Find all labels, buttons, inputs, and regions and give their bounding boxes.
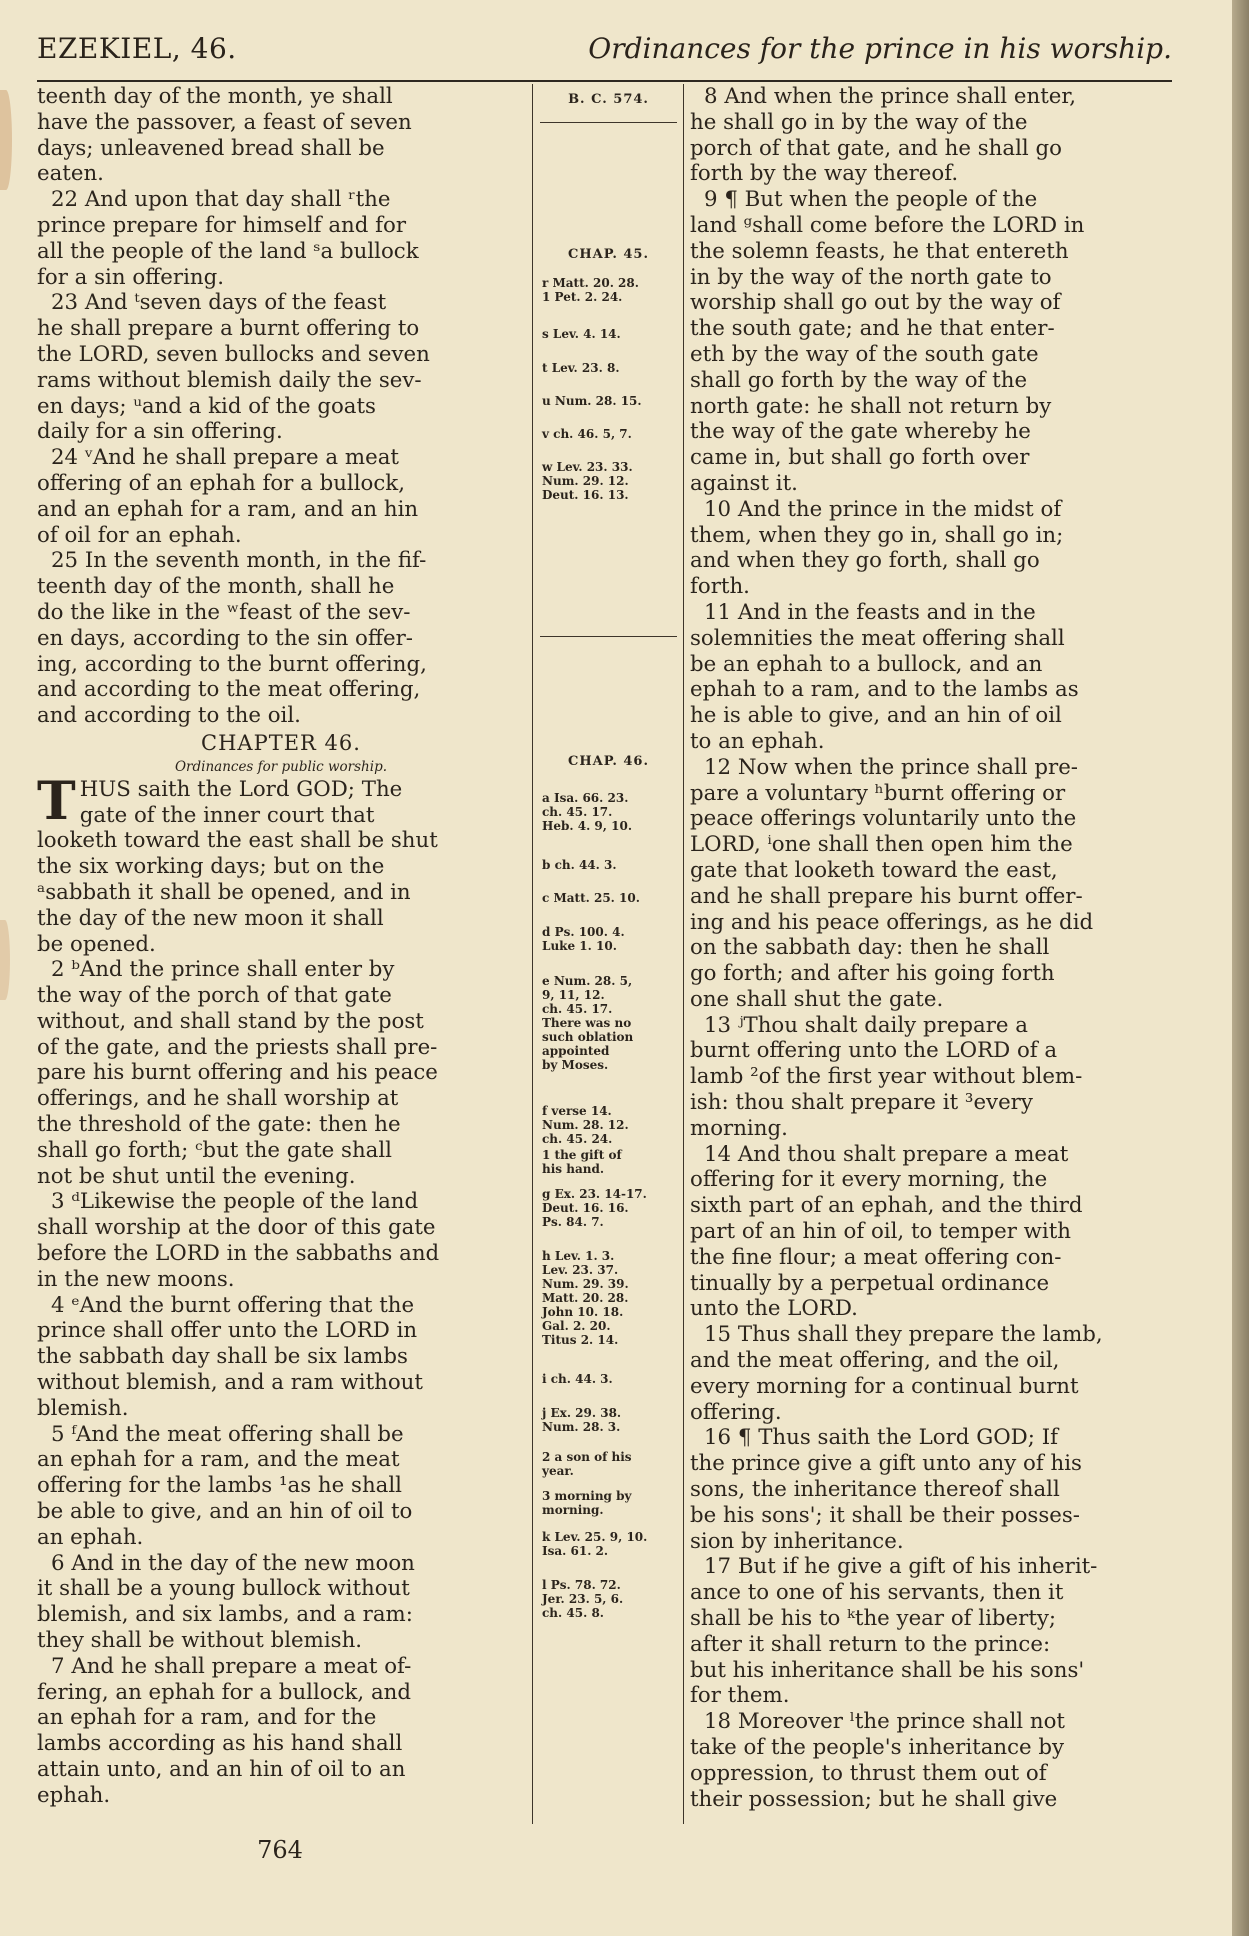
text-line: and according to the oil. (37, 703, 301, 729)
text-line: part of an hin of oil, to temper with (690, 1219, 1071, 1245)
cross-reference-line: Titus 2. 14. (542, 1333, 619, 1347)
cross-reference-line: ch. 45. 24. (542, 1132, 613, 1146)
text-line: shall go forth by the way of the (690, 367, 1028, 393)
cross-reference-line: Deut. 16. 13. (542, 488, 629, 502)
cross-reference-note (542, 1530, 678, 1558)
text-line: without, and shall stand by the post (37, 1008, 424, 1034)
text-line: shall be his to ᵏthe year of liberty; (690, 1606, 1057, 1632)
text-line: rams without blemish daily the sev- (37, 367, 422, 393)
text-line: 17 But if he give a gift of his inherit- (704, 1554, 1098, 1580)
text-line: and he shall prepare his burnt offer- (690, 883, 1083, 909)
cross-reference-line: d Ps. 100. 4. (542, 925, 625, 939)
text-line: solemnities the meat offering shall (690, 625, 1065, 651)
text-line: ephah to a ram, and to the lambs as (690, 677, 1079, 703)
cross-reference-note (542, 1249, 678, 1347)
text-line: lambs according as his hand shall (37, 1731, 403, 1757)
cross-reference-line: j Ex. 29. 38. (542, 1406, 622, 1420)
page-edge (1232, 0, 1249, 1936)
cross-reference-line: h Lev. 1. 3. (542, 1249, 615, 1263)
text-line: he shall go in by the way of the (690, 109, 1028, 135)
cross-reference-note (542, 394, 678, 408)
text-line: be opened. (37, 931, 156, 957)
cross-reference-line: morning. (542, 1503, 604, 1517)
ref-chapter-heading: CHAP. 45. (567, 247, 649, 262)
text-line: pare a voluntary ʰburnt offering or (690, 780, 1066, 806)
cross-reference-line: b ch. 44. 3. (542, 858, 617, 872)
cross-reference-line: 2 a son of his (542, 1450, 632, 1464)
cross-reference-line: l Ps. 78. 72. (542, 1578, 621, 1592)
text-line: it shall be a young bullock without (37, 1576, 410, 1602)
text-line: blemish, and six lambs, and a ram: (37, 1602, 413, 1628)
chapter-subheading: Ordinances for public worship. (174, 758, 388, 775)
text-line: prince prepare for himself and for (37, 212, 407, 238)
text-line: land ᵍshall come before the LORD in (690, 212, 1085, 238)
text-line: 7 And he shall prepare a meat of- (51, 1653, 412, 1679)
text-line: 13 ʲThou shalt daily prepare a (704, 1012, 1028, 1038)
cross-reference-note (542, 891, 678, 905)
cross-reference-line: v ch. 46. 5, 7. (542, 427, 632, 441)
text-line: the prince give a gift unto any of his (690, 1451, 1082, 1477)
section-title: Ordinances for the prince in his worship. (588, 32, 1172, 65)
text-line: offering. (690, 1399, 782, 1425)
left-text-column (37, 84, 525, 1809)
cross-reference-line: k Lev. 25. 9, 10. (542, 1530, 648, 1544)
cross-reference-line: Luke 1. 10. (542, 939, 617, 953)
cross-reference-note (542, 858, 678, 872)
cross-reference-line: Num. 29. 12. (542, 474, 629, 488)
cross-reference-note (542, 427, 678, 441)
cross-reference-line: Lev. 23. 37. (542, 1263, 619, 1277)
cross-reference-line: Num. 29. 39. (542, 1277, 629, 1291)
text-line: he is able to give, and an hin of oil (690, 703, 1062, 729)
cross-reference-note (542, 327, 678, 341)
text-line: he shall prepare a burnt offering to (37, 316, 420, 342)
text-line: the LORD, seven bullocks and seven (37, 341, 430, 367)
cross-reference-line: appointed (542, 1044, 610, 1058)
text-line: in by the way of the north gate to (690, 264, 1052, 290)
text-line: for them. (690, 1683, 790, 1709)
text-line: 23 And ᵗseven days of the feast (51, 290, 387, 316)
cross-reference-note (542, 361, 678, 375)
text-line: LORD, ⁱone shall then open him the (690, 832, 1073, 858)
text-line: on the sabbath day: then he shall (690, 935, 1050, 961)
cross-reference-line: g Ex. 23. 14-17. (542, 1187, 647, 1201)
text-line: and the meat offering, and the oil, (690, 1348, 1060, 1374)
text-line: an ephah. (37, 1524, 144, 1550)
text-line: 24 ᵛAnd he shall prepare a meat (51, 445, 399, 471)
page-number: 764 (257, 1836, 303, 1864)
text-line: blemish. (37, 1395, 129, 1421)
header-rule (37, 80, 1172, 82)
text-line: 5 ᶠAnd the meat offering shall be (51, 1421, 404, 1447)
cross-reference-note (542, 460, 678, 502)
cross-reference-line: f verse 14. (542, 1104, 612, 1118)
text-line: north gate: he shall not return by (690, 393, 1052, 419)
cross-reference-line: Jer. 23. 5, 6. (542, 1592, 624, 1606)
drop-cap: T (37, 770, 76, 832)
cross-reference-note (542, 276, 678, 304)
date-label: B. C. 574. (568, 92, 649, 107)
text-line: 12 Now when the prince shall pre- (704, 754, 1078, 780)
text-line: ᵃsabbath it shall be opened, and in (37, 879, 411, 905)
text-line: the way of the porch of that gate (37, 983, 392, 1009)
text-line: 3 ᵈLikewise the people of the land (51, 1189, 419, 1215)
page-stain (0, 920, 10, 1000)
running-header (37, 30, 1172, 76)
text-line: of oil for an ephah. (37, 522, 242, 548)
cross-reference-note (542, 1372, 678, 1386)
text-line: the sabbath day shall be six lambs (37, 1344, 408, 1370)
text-line: take of the people's inheritance by (690, 1735, 1065, 1760)
text-line: to an ephah. (690, 728, 825, 754)
text-line: 25 In the seventh month, in the fif- (51, 548, 427, 574)
cross-reference-line: such oblation (542, 1030, 634, 1044)
cross-reference-line: ch. 45. 17. (542, 1002, 613, 1016)
cross-reference-line: year. (542, 1464, 574, 1478)
text-line: teenth day of the month, shall he (37, 574, 395, 600)
text-line: 4 ᵉAnd the burnt offering that the (51, 1292, 415, 1318)
text-line: an ephah for a ram, and for the (37, 1705, 377, 1731)
page-stain (0, 90, 12, 190)
text-line: ephah. (37, 1782, 111, 1808)
text-line: them, when they go in, shall go in; (690, 522, 1064, 548)
text-line: burnt offering unto the LORD of a (690, 1038, 1058, 1064)
text-line: they shall be without blemish. (37, 1628, 363, 1654)
text-line: and when they go forth, shall go (690, 548, 1040, 574)
text-line: against it. (690, 470, 798, 496)
text-line: the south gate; and he that enter- (690, 316, 1055, 342)
text-line: fering, an ephah for a bullock, and (37, 1679, 412, 1705)
cross-reference-note (542, 1450, 678, 1478)
text-line: offering of an ephah for a bullock, (37, 470, 405, 496)
reference-rule (540, 636, 677, 637)
text-line: pare his burnt offering and his peace (37, 1060, 438, 1086)
text-line: offering for it every morning, the (690, 1167, 1048, 1193)
text-line: do the like in the ʷfeast of the sev- (37, 599, 411, 625)
text-line: 16 ¶ Thus saith the Lord GOD; If (704, 1425, 1058, 1451)
text-line: offerings, and he shall worship at (37, 1086, 399, 1112)
text-line: every morning for a continual burnt (690, 1373, 1079, 1399)
cross-reference-note (542, 925, 678, 953)
cross-reference-line: Gal. 2. 20. (542, 1319, 611, 1333)
right-text-column (690, 84, 1172, 1812)
cross-reference-line: 3 morning by (542, 1489, 632, 1503)
cross-reference-note (542, 1104, 678, 1146)
book-chapter-label: EZEKIEL, 46. (37, 32, 237, 65)
text-line: for a sin offering. (37, 264, 225, 290)
text-line: 8 And when the prince shall enter, (704, 84, 1076, 109)
cross-reference-note (542, 791, 678, 833)
cross-reference-line: Deut. 16. 16. (542, 1201, 629, 1215)
text-line: their possession; but he shall give (690, 1786, 1058, 1812)
cross-reference-line: There was no (542, 1016, 632, 1030)
text-line: 14 And thou shalt prepare a meat (704, 1141, 1069, 1167)
text-line: eth by the way of the south gate (690, 341, 1039, 367)
cross-reference-note (542, 974, 678, 1072)
cross-reference-note (542, 1148, 678, 1176)
cross-reference-line: 9, 11, 12. (542, 988, 605, 1002)
cross-reference-line: t Lev. 23. 8. (542, 361, 620, 375)
text-line: sixth part of an ephah, and the third (690, 1193, 1083, 1219)
text-line: 9 ¶ But when the people of the (704, 187, 1038, 213)
cross-reference-line: his hand. (542, 1162, 605, 1176)
text-line: and according to the meat offering, (37, 677, 421, 703)
text-line: 22 And upon that day shall ʳthe (51, 187, 391, 213)
text-line: be an ephah to a bullock, and an (690, 651, 1043, 677)
text-line: porch of that gate, and he shall go (690, 135, 1062, 161)
text-line: teenth day of the month, ye shall (37, 84, 393, 109)
text-line: gate that looketh toward the east, (690, 857, 1058, 883)
text-line: came in, but shall go forth over (690, 445, 1030, 471)
text-line: HUS saith the Lord GOD; The (79, 776, 403, 802)
cross-reference-note (542, 1489, 678, 1517)
text-line: and an ephah for a ram, and an hin (37, 496, 419, 522)
cross-reference-line: 1 Pet. 2. 24. (542, 290, 623, 304)
text-line: looketh toward the east shall be shut (37, 828, 438, 854)
cross-reference-note (542, 1187, 678, 1229)
chapter-heading: CHAPTER 46. (201, 730, 361, 755)
text-line: attain unto, and an hin of oil to an (37, 1757, 406, 1782)
text-line: shall worship at the door of this gate (37, 1215, 436, 1241)
column-divider (683, 84, 684, 1824)
text-line: eaten. (37, 161, 104, 187)
ref-chapter-heading: CHAP. 46. (567, 754, 649, 769)
text-line: after it shall return to the prince: (690, 1631, 1051, 1657)
text-line: en days; ᵘand a kid of the goats (37, 393, 376, 419)
text-line: ing, according to the burnt offering, (37, 651, 427, 677)
text-line: offering for the lambs ¹as he shall (37, 1473, 402, 1499)
cross-reference-note (542, 1406, 678, 1434)
cross-reference-line: u Num. 28. 15. (542, 394, 642, 408)
text-line: morning. (690, 1115, 788, 1141)
text-line: oppression, to thrust them out of (690, 1760, 1047, 1786)
cross-reference-line: s Lev. 4. 14. (542, 327, 621, 341)
text-line: worship shall go out by the way of (690, 290, 1061, 316)
text-line: gate of the inner court that (79, 802, 375, 828)
text-line: sion by inheritance. (690, 1528, 904, 1554)
text-line: be his sons'; it shall be their posses- (690, 1502, 1080, 1528)
cross-reference-line: r Matt. 20. 28. (542, 276, 639, 290)
text-line: ance to one of his servants, then it (690, 1580, 1064, 1606)
text-line: the day of the new moon it shall (37, 905, 384, 931)
text-line: 6 And in the day of the new moon (51, 1550, 415, 1576)
text-line: the solemn feasts, he that entereth (690, 238, 1069, 264)
text-line: be able to give, and an hin of oil to (37, 1499, 413, 1525)
text-line: forth. (690, 574, 750, 600)
text-line: 18 Moreover ˡthe prince shall not (704, 1709, 1065, 1735)
cross-reference-line: c Matt. 25. 10. (542, 891, 640, 905)
text-line: one shall shut the gate. (690, 986, 944, 1012)
text-line: unto the LORD. (690, 1296, 858, 1322)
text-line: tinually by a perpetual ordinance (690, 1270, 1050, 1296)
cross-reference-line: Heb. 4. 9, 10. (542, 819, 633, 833)
cross-reference-line: by Moses. (542, 1058, 609, 1072)
cross-reference-note (542, 1578, 678, 1620)
cross-reference-line: John 10. 18. (542, 1305, 624, 1319)
cross-reference-line: Num. 28. 3. (542, 1420, 621, 1434)
text-line: have the passover, a feast of seven (37, 109, 412, 135)
text-line: in the new moons. (37, 1266, 235, 1292)
text-line: shall go forth; ᶜbut the gate shall (37, 1137, 392, 1163)
text-line: of the gate, and the priests shall pre- (37, 1034, 438, 1060)
text-line: en days, according to the sin offer- (37, 625, 413, 651)
cross-reference-line: e Num. 28. 5, (542, 974, 633, 988)
text-line: not be shut until the evening. (37, 1163, 356, 1189)
text-line: 10 And the prince in the midst of (704, 496, 1062, 522)
text-line: the fine flour; a meat offering con- (690, 1244, 1062, 1270)
cross-reference-line: a Isa. 66. 23. (542, 791, 629, 805)
text-line: sons, the inheritance thereof shall (690, 1477, 1060, 1503)
text-line: but his inheritance shall be his sons' (690, 1657, 1085, 1683)
text-line: all the people of the land ˢa bullock (37, 238, 419, 264)
cross-reference-line: ch. 45. 17. (542, 805, 613, 819)
text-line: 15 Thus shall they prepare the lamb, (704, 1322, 1103, 1348)
cross-reference-line: w Lev. 23. 33. (542, 460, 633, 474)
cross-reference-line: 1 the gift of (542, 1148, 622, 1162)
text-line: ing and his peace offerings, as he did (690, 909, 1094, 935)
cross-reference-line: ch. 45. 8. (542, 1606, 604, 1620)
text-line: the threshold of the gate: then he (37, 1112, 401, 1138)
text-line: without blemish, and a ram without (37, 1370, 423, 1396)
text-line: lamb ²of the first year without blem- (690, 1064, 1083, 1090)
text-line: before the LORD in the sabbaths and (37, 1241, 440, 1267)
cross-reference-line: Ps. 84. 7. (542, 1215, 604, 1229)
text-line: the way of the gate whereby he (690, 419, 1031, 445)
text-line: 11 And in the feasts and in the (704, 599, 1036, 625)
cross-reference-line: Matt. 20. 28. (542, 1291, 629, 1305)
text-line: ish: thou shalt prepare it ³every (690, 1090, 1033, 1116)
text-line: forth by the way thereof. (690, 161, 959, 187)
column-divider (532, 84, 533, 1824)
cross-reference-line: Isa. 61. 2. (542, 1544, 609, 1558)
reference-rule (540, 122, 677, 123)
text-line: 2 ᵇAnd the prince shall enter by (51, 957, 395, 983)
text-line: days; unleavened bread shall be (37, 135, 385, 161)
cross-reference-line: i ch. 44. 3. (542, 1372, 613, 1386)
text-line: peace offerings voluntarily unto the (690, 806, 1077, 832)
cross-reference-line: Num. 28. 12. (542, 1118, 629, 1132)
text-line: the six working days; but on the (37, 854, 385, 880)
text-line: prince shall offer unto the LORD in (37, 1318, 418, 1344)
text-line: daily for a sin offering. (37, 419, 283, 445)
text-line: go forth; and after his going forth (690, 961, 1055, 987)
text-line: an ephah for a ram, and the meat (37, 1447, 400, 1473)
